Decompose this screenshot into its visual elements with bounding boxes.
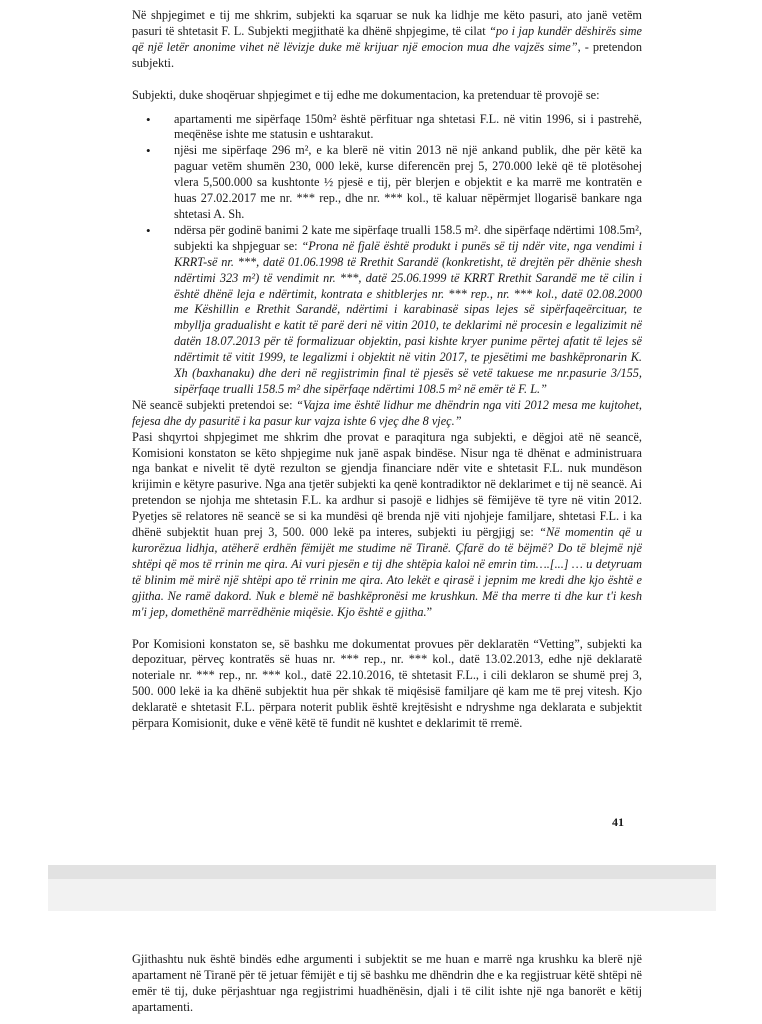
quote-house: “Prona në fjalë është produkt i punës së tij ndër vite, nga vendimi i KRRT-së nr. ***, datë 01.06.1998 të Rrethit Sarandë (konkretisht, të drejtën për dhënie shesh ndërtimi 323 m²) të vendimit nr. ***, datë 25.06.1999 të KRRT Rrethit Sarandë me të cilin i është dhënë leja e ndërtimit, kontrata e shitblerjes nr. *** rep., nr. *** kol., datë 02.08.2000 me Këshillin e Rrethit Sarandë, ndërtimi i karabinasë sipas lejes së sipërfaqeërcituar, te mbyllja gradualisht e katit të parë deri në vitin 2010, te deklarimi në procesin e legalizimit në datën 18.07.2013 për të formalizuar objektin, pasi kishte kryer punime përtej afatit të lejes së ndërtimit të vitit 1999, te legalizmi i objektit në vitin 2017, te pjesëtimi me bashkëpronarin K. Xh (baxhanaku) dhe deri në regjistrimin final të pjesës së vetë takuese me nr.pasurie 3/155, sipërfaqe trualli 158.5 m² dhe sipërfaqe ndërtimi 108.5 m² në emër të F. L.” (174, 238, 642, 396)
next-page-body (132, 952, 642, 1016)
next-page-paragraph-1: Gjithashtu nuk është bindës edhe argumenti i subjektit se me huan e marrë nga krushku ka blerë një apartament në Tiranë për të jetuar fëmijët e tij së bashku me dhëndrin dhe e ka regjistruar këtë shtëpi në emër të tij, duke përjashtuar nga regjistrimi huadhënësin, djali i të cilit ishte një nga banorët e këtij apartamenti. (132, 952, 642, 1014)
page-separator-shadow (48, 865, 716, 879)
paragraph-2: Subjekti, duke shoqëruar shpjegimet e tij edhe me dokumentacion, ka pretenduar të provojë se: (132, 87, 600, 102)
paragraph-3: Në seancë subjekti pretendoi se: “Vajza ime është lidhur me dhëndrin nga viti 2012 mesa me kujtohet, fejesa dhe dy pasuritë i ka pasur kur vajza ishte 6 vjeç dhe 8 vjeç.” (132, 397, 642, 428)
bullet-list (132, 112, 642, 398)
quote-hearing: “Vajza ime është lidhur me dhëndrin nga viti 2012 mesa me kujtohet, fejesa dhe dy pasuritë i ka pasur kur vajza ishte 6 vjeç dhe 8 vjeç.” (132, 397, 642, 428)
page-separator-gap (48, 879, 716, 911)
quote-1: “po i jap kundër dëshirës sime që një letër anonime vihet në lëvizje duke më krijuar një emocion mua dhe vajzës sime” (132, 23, 642, 54)
page-body (132, 8, 642, 732)
paragraph-4: Pasi shqyrtoi shpjegimet me shkrim dhe provat e paraqitura nga subjekti, e dëgjoi atë në seancë, Komisioni konstaton se këto shpjegime nuk janë aspak bindëse. Nisur nga të dhënat e administruara nga bankat e nivelit të dytë rezulton se gjendja financiare ndër vite e shtetasit F.L. nuk mundëson krijimin e këtyre pasurive. Nga ana tjetër subjekti ka qenë kontradiktor në deklarimet e tij në seancë. Ai pretendon se njohja me shtetasin F.L. ka ardhur si pasojë e lidhjes së fëmijëve të tyre në vitin 2012. Pyetjes së relatores në seancë se si ka mundësi që brenda një viti njohjeje familjare, shtetasi F.L. i ka dhënë subjektit huan prej 3, 500. 000 lekë pa interes, subjekti iu përgjigj se: “Në momentin që u kurorëzua lidhja, atëherë erdhën fëmijët me studime në Tiranë. Çfarë do të bëjmë? Do të blejmë një shtëpi që mos të rrinin me qira. Ai vuri pjesën e tij dhe shtëpia kaloi në emrin tim….[...] … u detyruam të blinim më mirë një shtëpi apo të rrinin me qira. Ato lekët e qirasë i jepnim me kredi dhe kjo është e gjitha. Ne ramë dakord. Nuk e blemë në bashkëpronësi me krushkun. Më tha merre ti dhe kur t'i kesh m'i jep, domethënë marrëdhënie miqësie. Kjo është e gjitha.” (132, 429, 642, 619)
bullet-item-apartment: • apartamenti me sipërfaqe 150m² është përfituar nga shtetasi F.L. në vitin 1996, si i pastrehë, meqënëse ishte me statusin e ushtarakut. (132, 112, 642, 144)
paragraph-5: Por Komisioni konstaton se, së bashku me dokumentat provues për deklaratën “Vetting”, subjekti ka depozituar, përveç kontratës së huas nr. *** rep., nr. *** kol., datë 13.02.2013, edhe një deklaratë noteriale nr. *** rep., nr. *** kol., datë 22.10.2016, të shtetasit F.L., i cili deklaron se shumë prej 3, 500. 000 lekë ia ka dhënë subjektit hua për shkak të miqësisë familjare që kam me të prej vitesh. Kjo deklaratë e shtetasit F.L. përpara noterit publik është krejtësisht e ndryshme nga deklarata e subjektit përpara Komisionit, duke e vënë këtë të fundit në kushtet e deklarimit të rremë. (132, 636, 642, 731)
bullet-item-house: • ndërsa për godinë banimi 2 kate me sipërfaqe trualli 158.5 m². dhe sipërfaqe ndërtimi 108.5m², subjekti ka shpjeguar se: “Prona në fjalë është produkt i punës së tij ndër vite, nga vendimi i KRRT-së nr. ***, datë 01.06.1998 të Rrethit Sarandë (konkretisht, të drejtën për dhënie shesh ndërtimi 323 m²) të vendimit nr. ***, datë 25.06.1999 të KRRT Rrethit Sarandë me të cilin i është dhënë leja e ndërtimit, kontrata e shitblerjes nr. *** rep., nr. *** kol., datë 02.08.2000 me Këshillin e Rrethit Sarandë, ndërtimi i karabinasë sipas lejes së sipërfaqeërcituar, te mbyllja gradualisht e katit të parë deri në vitin 2010, te deklarimi në procesin e legalizimit në datën 18.07.2013 për të formalizuar objektin, pasi kishte kryer punime përtej afatit të lejes së ndërtimit të vitit 1999, te legalizmi i objektit në vitin 2017, te pjesëtimi me bashkëpronarin K. Xh (baxhanaku) dhe deri në regjistrimin final të pjesës së vetë takuese me nr.pasurie 3/155, sipërfaqe trualli 158.5 m² dhe sipërfaqe ndërtimi 108.5 m² në emër të F. L.” (132, 223, 642, 398)
bullet-item-unit: • njësi me sipërfaqe 296 m², e ka blerë në vitin 2013 në një ankand publik, dhe për këtë ka paguar vetëm shumën 230, 000 lekë, kurse diferencën prej 5, 270.000 lekë që të plotësohej vlera 5,500.000 sa kushtonte ½ pjesë e tij, për blerjen e objektit e ka marrë me kontratën e huas 27.02.2017 me nr. *** rep., dhe nr. *** kol., të kaluar nëpërmjet llogarisë bankare nga shtetasi A. Sh. (132, 143, 642, 223)
quote-answer: “Në momentin që u kurorëzua lidhja, atëherë erdhën fëmijët me studime në Tiranë. Çfarë do të bëjmë? Do të blejmë një shtëpi që mos të rrinin me qira. Ai vuri pjesën e tij dhe shtëpia kaloi në emrin tim….[...] … u detyruam të blinim më mirë një shtëpi apo të rrinin me qira. Ato lekët e qirasë i jepnim me kredi dhe kjo është e gjitha. Ne ramë dakord. Nuk e blemë në bashkëpronësi me krushkun. Më tha merre ti dhe kur t'i kesh m'i jep, domethënë marrëdhënie miqësie. Kjo është e gjitha. (132, 525, 642, 619)
paragraph-1: Në shpjegimet e tij me shkrim, subjekti ka sqaruar se nuk ka lidhje me këto pasuri, ato janë vetëm pasuri të shtetasit F. L. Subjekti megjithatë ka dhënë shpjegime, të cilat “po i jap kundër dëshirës sime që një letër anonime vihet në lëvizje duke më krijuar një emocion mua dhe vajzës sime”, - pretendon subjekti. (132, 8, 642, 70)
page-number: 41 (612, 815, 624, 829)
